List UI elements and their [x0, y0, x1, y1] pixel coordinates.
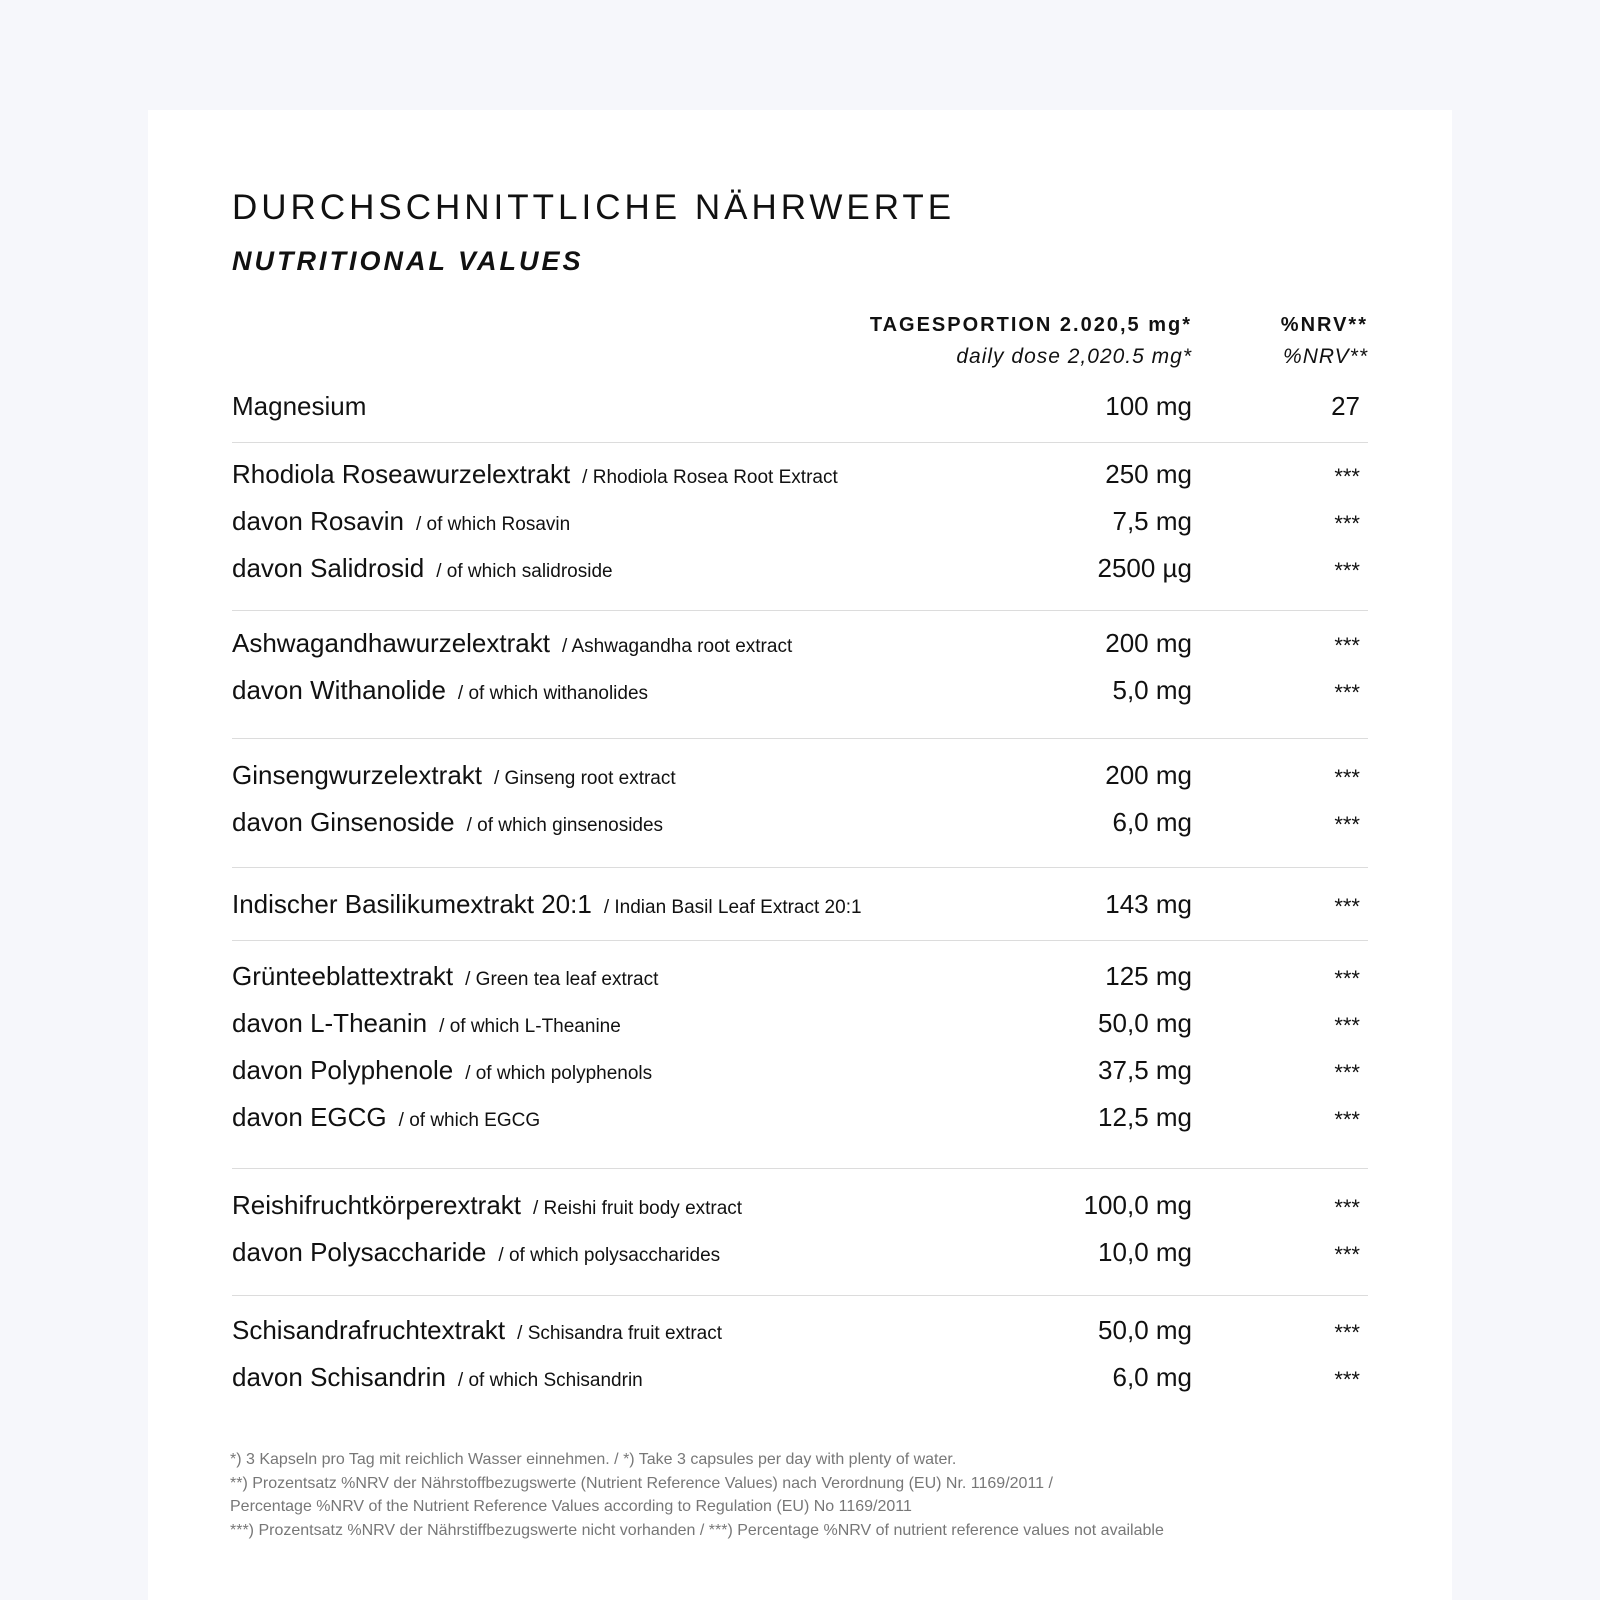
table-row [232, 804, 1368, 844]
nutrient-name-english: / of which L-Theanine [439, 1016, 621, 1037]
nutrient-name-english: / of which Schisandrin [457, 1370, 643, 1391]
nutrient-name-english: / Ashwagandha root extract [561, 636, 793, 657]
nutrient-name-english: / of which polyphenols [465, 1063, 653, 1084]
nutrient-nrv: *** [1334, 1320, 1360, 1345]
nutrient-name [232, 1362, 643, 1393]
nutrient-name-german: Ashwagandhawurzelextrakt [232, 628, 550, 658]
nutrient-amount: 7,5 mg [1112, 506, 1192, 536]
table-row [232, 1312, 1368, 1352]
row-divider [232, 867, 1368, 868]
nutrient-name [232, 391, 366, 422]
nutrient-name-german: Grünteeblattextrakt [232, 961, 454, 991]
nutrient-amount: 100,0 mg [1083, 1190, 1192, 1220]
row-divider [232, 1168, 1368, 1169]
nutrient-nrv: *** [1334, 1242, 1360, 1267]
nutrient-name-german: Magnesium [232, 391, 367, 421]
table-row [232, 1052, 1368, 1092]
nutrient-amount: 125 mg [1105, 961, 1192, 991]
nutrient-nrv: *** [1334, 633, 1360, 658]
nutrient-nrv: 27 [1331, 391, 1360, 421]
header-dose-english: daily dose 2,020.5 mg* [956, 345, 1192, 368]
row-divider [232, 940, 1368, 941]
nutrient-name-german: Indischer Basilikumextrakt 20:1 [232, 889, 592, 919]
nutrient-amount: 12,5 mg [1098, 1102, 1192, 1132]
nutrient-name-english: / of which polysaccharides [498, 1245, 721, 1266]
nutrient-nrv: *** [1334, 1107, 1360, 1132]
nutrient-name-english: / of which salidroside [436, 561, 613, 582]
nutrient-nrv: *** [1334, 464, 1360, 489]
nutrient-name [232, 1315, 722, 1346]
table-row [232, 388, 1368, 428]
nutrient-nrv: *** [1334, 1367, 1360, 1392]
table-row [232, 625, 1368, 665]
table-row [232, 1099, 1368, 1139]
nutrient-name-german: davon EGCG [232, 1102, 387, 1132]
nutrient-amount: 50,0 mg [1098, 1315, 1192, 1345]
nutrient-name-german: davon Polyphenole [232, 1055, 454, 1085]
nutrient-name [232, 1055, 652, 1086]
table-row [232, 456, 1368, 496]
nutrient-amount: 100 mg [1105, 391, 1192, 421]
nutrient-name-german: davon Schisandrin [232, 1362, 446, 1392]
nutrient-nrv: *** [1334, 966, 1360, 991]
nutrient-nrv: *** [1334, 894, 1360, 919]
table-row [232, 503, 1368, 543]
nutrient-nrv: *** [1334, 680, 1360, 705]
table-row [232, 886, 1368, 926]
nutrient-name-english: / Ginseng root extract [494, 768, 676, 789]
table-row [232, 550, 1368, 590]
nutrient-name [232, 628, 792, 659]
row-divider [232, 738, 1368, 739]
nutrient-name-german: Schisandrafruchtextrakt [232, 1315, 506, 1345]
nutrient-name [232, 961, 658, 992]
header-nrv-german: %NRV** [1280, 314, 1368, 336]
nutrient-amount: 250 mg [1105, 459, 1192, 489]
nutrient-amount: 200 mg [1105, 628, 1192, 658]
nutrient-name [232, 459, 838, 490]
nutrient-name-german: Ginsengwurzelextrakt [232, 760, 482, 790]
header-nrv-english: %NRV** [1283, 345, 1368, 368]
nutrient-name-english: / of which Rosavin [416, 514, 571, 535]
row-divider [232, 610, 1368, 611]
nutrient-nrv: *** [1334, 511, 1360, 536]
nutrient-amount: 37,5 mg [1098, 1055, 1192, 1085]
title-german: DURCHSCHNITTLICHE NÄHRWERTE [232, 188, 956, 227]
nutrient-nrv: *** [1334, 765, 1360, 790]
table-row [232, 1234, 1368, 1274]
table-row [232, 1005, 1368, 1045]
nutrient-nrv: *** [1334, 1013, 1360, 1038]
title-english: NUTRITIONAL VALUES [232, 246, 584, 276]
nutrient-name [232, 1190, 742, 1221]
table-row [232, 1359, 1368, 1399]
nutrient-name-english: / Green tea leaf extract [465, 969, 659, 990]
nutrient-amount: 2500 µg [1097, 553, 1192, 583]
nutrient-amount: 50,0 mg [1098, 1008, 1192, 1038]
nutrient-name-german: davon Salidrosid [232, 553, 425, 583]
footnotes [230, 1448, 1430, 1542]
nutrient-nrv: *** [1334, 1060, 1360, 1085]
nutrient-name [232, 1008, 621, 1039]
nutrient-nrv: *** [1334, 558, 1360, 583]
nutrient-amount: 6,0 mg [1112, 1362, 1192, 1392]
footnote: *) 3 Kapseln pro Tag mit reichlich Wasser einnehmen. / *) Take 3 capsules per day with plenty of water. [230, 1451, 957, 1468]
nutrient-name [232, 553, 613, 584]
nutrient-name-english: / of which EGCG [398, 1110, 541, 1131]
footnote: Percentage %NRV of the Nutrient Reference Values according to Regulation (EU) No 1169/2011 [230, 1498, 912, 1515]
nutrient-name-english: / of which withanolides [457, 683, 649, 704]
nutrient-name-english: / Schisandra fruit extract [517, 1323, 723, 1344]
nutrient-amount: 5,0 mg [1112, 675, 1192, 705]
nutrient-name-english: / Rhodiola Rosea Root Extract [582, 467, 838, 488]
nutrient-name-german: davon Ginsenoside [232, 807, 455, 837]
nutrient-amount: 200 mg [1105, 760, 1192, 790]
row-divider [232, 1295, 1368, 1296]
nutrient-name [232, 760, 676, 791]
table-row [232, 672, 1368, 712]
nutrient-name-german: davon Withanolide [232, 675, 446, 705]
nutrient-amount: 6,0 mg [1112, 807, 1192, 837]
nutrient-name-german: davon L-Theanin [232, 1008, 428, 1038]
nutrient-name-german: Rhodiola Roseawurzelextrakt [232, 459, 571, 489]
nutrient-name-english: / Reishi fruit body extract [533, 1198, 743, 1219]
header-dose-german: TAGESPORTION 2.020,5 mg* [869, 314, 1192, 336]
nutrient-name [232, 889, 862, 920]
nutrient-name [232, 807, 663, 838]
nutrient-name-german: davon Rosavin [232, 506, 404, 536]
footnote: **) Prozentsatz %NRV der Nährstoffbezugswerte (Nutrient Reference Values) nach Verordnung (EU) Nr. 1169/2011 / [230, 1474, 1053, 1492]
nutrient-name [232, 675, 648, 706]
nutrient-amount: 10,0 mg [1098, 1237, 1192, 1267]
nutrient-nrv: *** [1334, 1195, 1360, 1220]
table-row [232, 958, 1368, 998]
nutrient-nrv: *** [1334, 812, 1360, 837]
nutrition-card [148, 110, 1452, 1600]
table-row [232, 757, 1368, 797]
nutrient-name [232, 1237, 720, 1268]
header-nrv [1192, 310, 1368, 370]
nutrient-name-english: / Indian Basil Leaf Extract 20:1 [603, 897, 862, 918]
nutrient-name [232, 1102, 540, 1133]
nutrient-name-english: / of which ginsenosides [466, 815, 664, 836]
nutrient-name-german: Reishifruchtkörperextrakt [232, 1190, 521, 1220]
table-row [232, 1187, 1368, 1227]
row-divider [232, 442, 1368, 443]
footnote: ***) Prozentsatz %NRV der Nährstiffbezugswerte nicht vorhanden / ***) Percentage %NRV of nutrient reference values not available [230, 1521, 1164, 1539]
header-daily-dose [732, 310, 1192, 370]
nutrient-amount: 143 mg [1105, 889, 1192, 919]
nutrient-name-german: davon Polysaccharide [232, 1237, 487, 1267]
nutrient-name [232, 506, 570, 537]
